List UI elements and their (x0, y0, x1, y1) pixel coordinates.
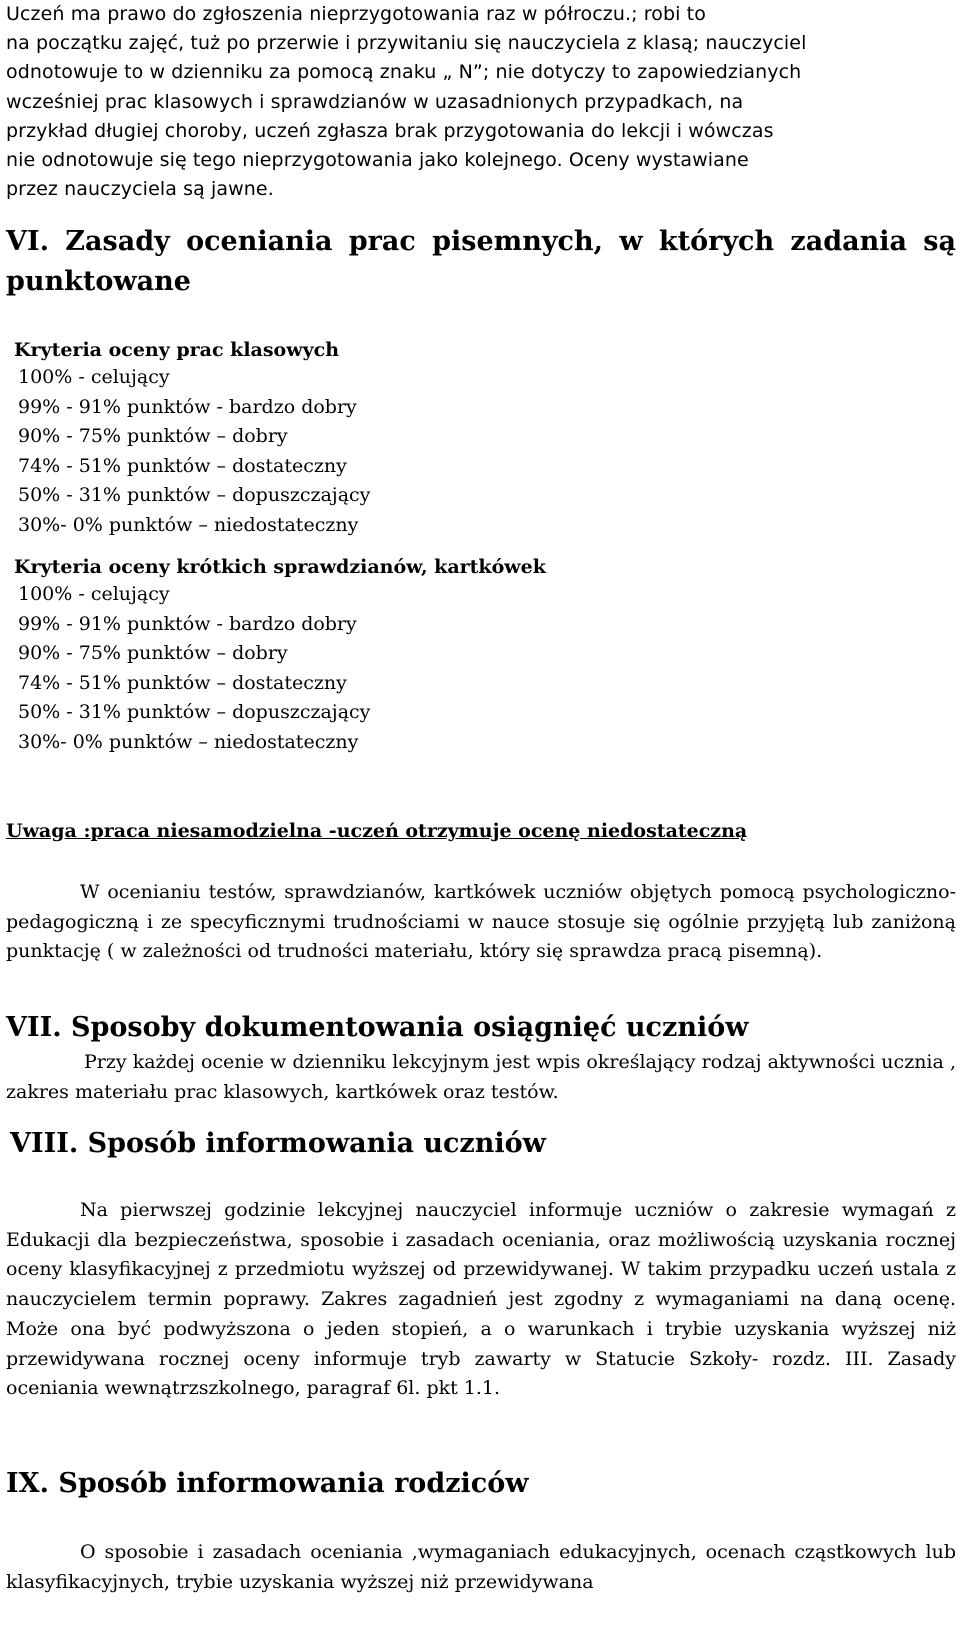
short-criteria-heading: Kryteria oceny krótkich sprawdzianów, kartkówek (14, 556, 546, 578)
section-6-text: W ocenianiu testów, sprawdzianów, kartkówek uczniów objętych pomocą psychologiczno- pedagogiczną i ze specyficznymi trudnościami w nauce stosuje się ogólnie przyjętą lub zaniżoną punktację ( w zależności od trudności materiału, który się sprawdza pracą pisemną). (6, 881, 956, 962)
intro-paragraph (6, 0, 956, 204)
intro-line: przykład długiej choroby, uczeń zgłasza brak przygotowania do lekcji i wówczas (6, 119, 774, 142)
section-7-text: Przy każdej ocenie w dzienniku lekcyjnym jest wpis określający rodzaj aktywności ucznia , zakres materiału prac klasowych, kartkówek oraz testów. (6, 1051, 956, 1103)
class-criteria-list (14, 363, 960, 540)
section-6-title: VI. Zasady oceniania prac pisemnych, w których zadania są punktowane (6, 226, 956, 297)
list-item: 100% - celujący (18, 366, 170, 388)
short-criteria-list (14, 580, 960, 757)
class-criteria-heading: Kryteria oceny prac klasowych (14, 339, 340, 361)
list-item: 90% - 75% punktów – dobry (18, 642, 288, 664)
list-item: 50% - 31% punktów – dopuszczający (18, 701, 371, 723)
section-9 (6, 1464, 956, 1504)
section-8-paragraph (6, 1196, 956, 1404)
section-9-title: IX. Sposób informowania rodziców (6, 1468, 529, 1499)
list-item: 74% - 51% punktów – dostateczny (18, 671, 347, 694)
list-item: 50% - 31% punktów – dopuszczający (18, 484, 371, 506)
intro-line: odnotowuje to w dzienniku za pomocą znaku „ N”; nie dotyczy to zapowiedzianych (6, 61, 802, 84)
section-6-heading (6, 222, 956, 302)
intro-line: przez nauczyciela są jawne. (6, 178, 274, 201)
list-item: 90% - 75% punktów – dobry (18, 425, 288, 447)
section-9-paragraph (6, 1538, 956, 1597)
list-item: 74% - 51% punktów – dostateczny (18, 454, 347, 477)
list-item: 100% - celujący (18, 583, 170, 605)
list-item: 99% - 91% punktów - bardzo dobry (18, 612, 357, 635)
section-8-title: VIII. Sposób informowania uczniów (10, 1128, 546, 1159)
section-9-text: O sposobie i zasadach oceniania ,wymaganiach edukacyjnych, ocenach cząstkowych lub klasyfikacyjnych, trybie uzyskania wyższej niż przewidywana (6, 1541, 956, 1593)
warning-text: Uwaga :praca niesamodzielna -uczeń otrzymuje ocenę niedostateczną (6, 820, 748, 842)
intro-lines (6, 0, 956, 204)
intro-line: Uczeń ma prawo do zgłoszenia nieprzygotowania raz w półroczu.; robi to (6, 3, 706, 25)
section-7 (6, 1008, 956, 1107)
section-6-paragraph (6, 878, 956, 967)
list-item: 30%- 0% punktów – niedostateczny (18, 730, 359, 753)
section-7-title: VII. Sposoby dokumentowania osiągnięć uczniów (6, 1012, 749, 1043)
intro-line: wcześniej prac klasowych i sprawdzianów w uzasadnionych przypadkach, na (6, 90, 744, 113)
section-8-text: Na pierwszej godzinie lekcyjnej nauczyciel informuje uczniów o zakresie wymagań z Edukacji dla bezpieczeństwa, sposobie i zasadach oceniania, oraz możliwością uzyskania rocznej oceny klasyfikacyjnej z przedmiotu wyższej od przewidywanej. W takim przypadku uczeń ustala z nauczycielem termin poprawy. Zakres zagadnień jest zgodny z wymaganiami na daną ocenę. Może ona być podwyższona o jeden stopień, a o warunkach i trybie uzyskania wyższej niż przewidywana rocznej oceny informuje tryb zawarty w Statucie Szkoły- rozdz. III. Zasady oceniania wewnątrzszkolnego, paragraf 6l. pkt 1.1. (6, 1199, 956, 1400)
warning-note (6, 816, 956, 846)
list-item: 99% - 91% punktów - bardzo dobry (18, 395, 357, 418)
intro-line: na początku zajęć, tuż po przerwie i przywitaniu się nauczyciela z klasą; nauczyciel (6, 32, 807, 55)
class-criteria (14, 335, 960, 540)
intro-line: nie odnotowuje się tego nieprzygotowania jako kolejnego. Oceny wystawiane (6, 149, 749, 172)
section-8 (10, 1124, 956, 1164)
list-item: 30%- 0% punktów – niedostateczny (18, 513, 359, 536)
short-criteria (14, 552, 960, 757)
